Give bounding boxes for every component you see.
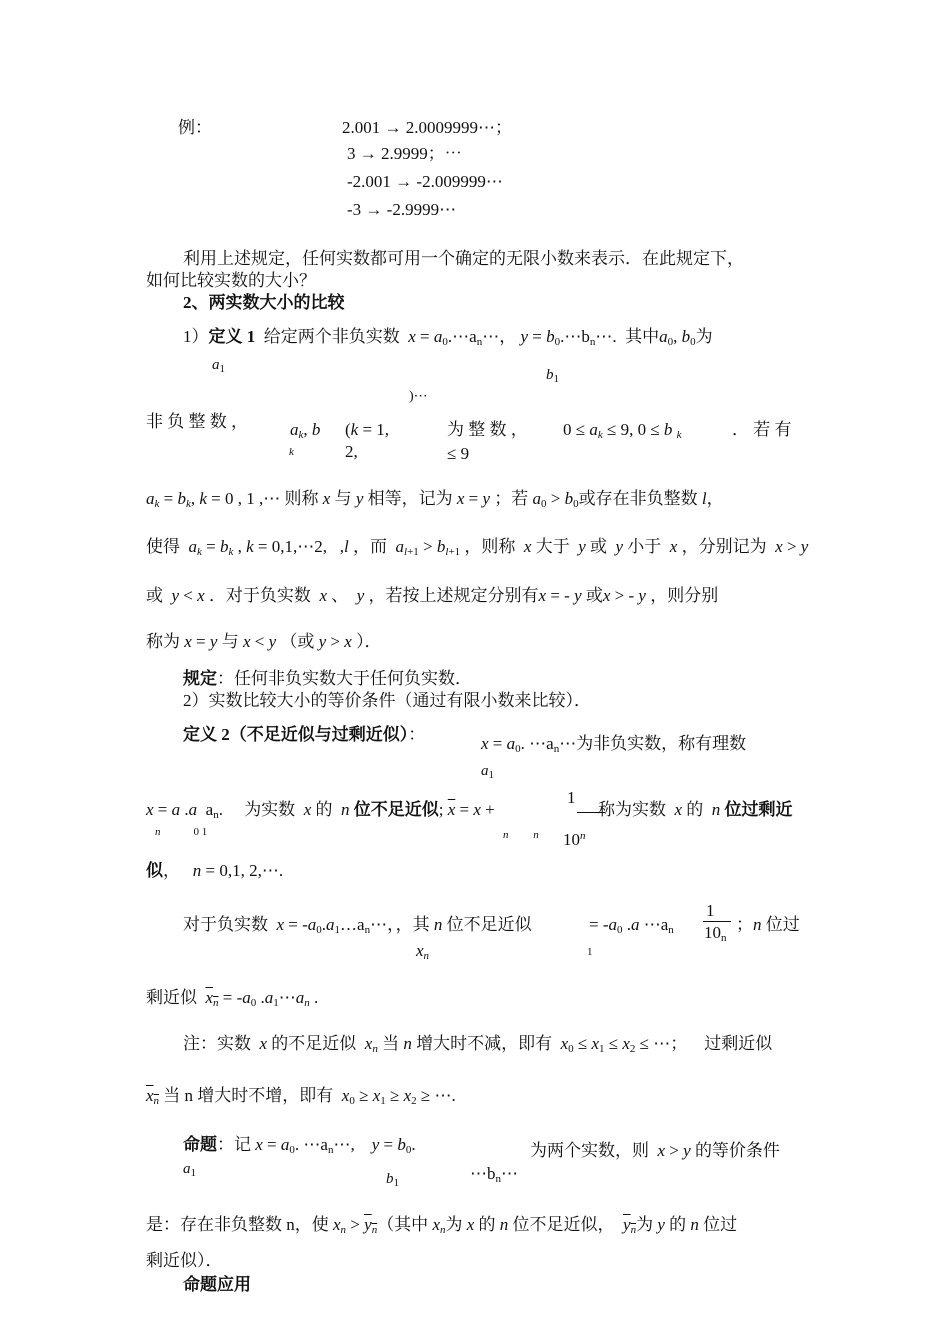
note-text2: 的不足近似 <box>271 1034 357 1053</box>
prop-label: 命题 <box>183 1135 217 1154</box>
prop-line-1b: 为两个实数，则 x > y 的等价条件 <box>530 1141 780 1160</box>
def1-text3: 为 <box>695 327 713 346</box>
def2-text9: ， <box>163 861 180 880</box>
def1-line4e: 或 <box>590 537 607 556</box>
note-text1: 注：实数 <box>183 1034 251 1053</box>
prop-a1: $a_1$ <box>183 1161 196 1179</box>
note-text6: 当 n 增大时不增，即有 <box>163 1086 334 1105</box>
def2-title: 定义 2（不足近似与过剩近似） <box>183 725 409 744</box>
def1-line6b: 与 <box>221 632 239 651</box>
def1-line3b: 与 <box>334 489 352 508</box>
def1-line4b: ，而 <box>353 537 387 556</box>
def1-bounds: $0 \le a_k \le 9$, 0 ≤ b $_k$ <box>563 420 682 441</box>
example-line-1: 2.001 → 2.0009999⋯； <box>342 118 512 137</box>
def1-num: 1） <box>183 327 209 346</box>
def1-ak-bk: $a_k$, b <box>290 420 321 441</box>
def1-line2a: 非 负 整 数 ， <box>146 412 248 431</box>
def2-line-2: x = a .a $a_n$. 为实数 x 的 n 位不足近似; $\overline{x} = x$ + <box>146 800 495 821</box>
def1-line5e: ，则分别 <box>650 586 719 605</box>
item-2: 2）实数比较大小的等价条件（通过有限小数来比较）． <box>183 691 591 710</box>
neg-sub1: 1 <box>587 946 593 958</box>
neg-text1: 对于负实数 <box>183 915 268 934</box>
rule-line <box>183 668 472 690</box>
rule-text: ：任何非负实数大于任何负实数． <box>217 669 472 688</box>
def2-frac-den: 10$^n$ <box>563 830 586 849</box>
prop-text10: 的 <box>669 1215 687 1234</box>
note-text4: 增大时不减，即有 <box>416 1034 553 1053</box>
prop-text9: 为 <box>636 1215 654 1234</box>
prop-text5: （其中 <box>377 1215 429 1234</box>
neg-text3: 位不足近似 <box>446 915 532 934</box>
def1-line5a: 或 <box>146 586 163 605</box>
def1-line-6: 称为 x = y 与 x < y （或 y > x ）． <box>146 632 382 651</box>
neg-approx: = $-a_0$ .a $\cdots a_n$ <box>589 915 674 936</box>
neg-xn: $x_n$ <box>416 941 430 962</box>
def1-line2b: 为 整 数 ， <box>447 420 528 439</box>
prop-text3: 的等价条件 <box>694 1141 780 1160</box>
def2-line-2b: 称为实数 x 的 n 位过剩近 <box>598 800 793 819</box>
def1-line-4: 使得 $a_k = b_k$ , k = 0,1,⋯2, ,l ，而 $a_{l+1} > b_{l+1}$ ，则称 x 大于 y 或 y 小于 x ，分别记为 x > y <box>146 537 809 558</box>
def2-text6: 的 <box>686 800 704 819</box>
def1-line3e: 或存在非负整数 <box>578 489 698 508</box>
def1-line-5: 或 y < x ．对于负实数 x 、 y ，若按上述规定分别有x = - y 或x > - y ，则分别 <box>146 586 719 605</box>
rule-label: 规定 <box>183 669 217 688</box>
def2-a1: $a_1$ <box>481 763 494 781</box>
def1-line5b: ．对于负实数 <box>208 586 311 605</box>
prop-text2: 为两个实数，则 <box>530 1141 649 1160</box>
def1-k-sub: k <box>289 446 294 458</box>
def1-le9: ≤ 9 <box>447 444 470 463</box>
def1-title: 定义 1 <box>208 327 256 346</box>
def2-text1: 为非负实数，称有理数 <box>576 734 747 753</box>
para-rule-line-1: 利用上述规定，任何实数都可用一个确定的无限小数来表示．在此规定下， <box>183 249 744 268</box>
neg-text6: 剩近似 <box>146 988 197 1007</box>
neg-text4: ； <box>736 915 753 934</box>
example-line-4: -3 → -2.9999⋯ <box>347 200 457 219</box>
prop-text4: 是：存在非负整数 n，使 <box>146 1215 329 1234</box>
def2-text3: 的 <box>315 800 333 819</box>
def2-text8: 似 <box>146 861 163 880</box>
def1-line4g: ，分别记为 <box>681 537 767 556</box>
example-line-2: 3 → 2.9999；⋯ <box>347 144 462 163</box>
def1-a1: $a_1$ <box>212 357 225 375</box>
def2-text7: 位过剩近 <box>724 800 793 819</box>
prop-b1: $b_1$ <box>386 1171 399 1189</box>
prop-text12: 剩近似）． <box>146 1251 223 1270</box>
def1-line6d: ）． <box>356 632 382 651</box>
section-2-title: 2、两实数大小的比较 <box>183 293 345 312</box>
prop-text1: ：记 <box>217 1135 251 1154</box>
neg-line-2: 剩近似 $x_n = -a_0$ $.a_1\cdots a_n$ . <box>146 988 319 1009</box>
def1-line5c: ，若按上述规定分别有 <box>368 586 539 605</box>
neg-text2: ，其 <box>395 915 430 934</box>
def1-line-1: 1）定义 1 给定两个非负实数 $x = a_0.\cdots a_n\cdots$， $y = b_0.\cdots b_n\cdots$. 其中$a_0$, $b_0$为 <box>183 327 713 348</box>
neg-line-1b: ；n 位过 <box>736 915 800 934</box>
def2-line-1 <box>183 724 425 746</box>
example-line-3: -2.001 → -2.009999⋯ <box>347 172 503 191</box>
def1-line6a: 称为 <box>146 632 180 651</box>
def1-line3d: ；若 <box>494 489 529 508</box>
def2-text5: 称为实数 <box>598 800 666 819</box>
prop-app-title: 命题应用 <box>183 1275 251 1294</box>
def1-k-range-2: 2, <box>345 442 358 461</box>
def1-k-range: (k = 1, <box>345 420 390 439</box>
def2-subs: n 0 1 <box>155 826 208 838</box>
example-label: 例： <box>178 118 212 137</box>
def1-line4c: ，则称 <box>464 537 516 556</box>
neg-text5: 位过 <box>765 915 800 934</box>
def1-text2: 其中 <box>625 327 660 346</box>
para-rule-line-2: 如何比较实数的大小？ <box>146 271 316 290</box>
neg-line-1: 对于负实数 $x = -a_0.a_1\dots a_n\cdots$，，其 n 位不足近似 <box>183 915 532 936</box>
def1-line3a: 则称 <box>284 489 319 508</box>
def1-ellipsis: )⋯ <box>409 389 428 404</box>
note-line-1: 注：实数 x 的不足近似 $x_n$ 当 n 增大时不减，即有 $x_0 \le x_1 \le x_2$ ≤ ⋯； 过剩近似 <box>183 1034 773 1055</box>
def2-n-subs: n n <box>503 829 539 841</box>
neg-frac-den: $10_n$ <box>704 923 727 944</box>
def2-colon: ： <box>408 725 426 744</box>
prop-text8: 位不足近似， <box>512 1215 615 1234</box>
prop-line-2: 是：存在非负整数 n，使 $x_n > y_n$（其中 $x_n$为 x 的 n 位不足近似， $y_n$为 y 的 n 位过 <box>146 1215 738 1236</box>
def1-line3c: 相等，记为 <box>367 489 453 508</box>
def2-line-3: 似， n = 0,1, 2,⋯. <box>146 861 284 880</box>
def2-text2: 为实数 <box>244 800 296 819</box>
def1-line-3: $a_k = b_k$, k = 0 , 1 ,⋯ 则称 x 与 y 相等，记为 x = y ；若 $a_0 > b_0$或存在非负整数 l， <box>146 489 724 510</box>
prop-text11: 位过 <box>703 1215 738 1234</box>
def1-line5d: 或 <box>585 586 603 605</box>
prop-text6: 为 <box>445 1215 463 1234</box>
def1-line2c: ． 若 有 <box>732 420 792 439</box>
prop-bn: $\cdots b_n\cdots$ <box>470 1164 518 1185</box>
def1-line4a: 使得 <box>146 537 180 556</box>
note-text3: 当 <box>382 1034 400 1053</box>
def1-b1: $b_1$ <box>546 367 559 385</box>
note-text5: 过剩近似 <box>704 1034 773 1053</box>
prop-text7: 的 <box>478 1215 496 1234</box>
def1-line4f: 小于 <box>627 537 662 556</box>
def1-line6c: （或 <box>280 632 315 651</box>
note-line-2: $x_n$ 当 n 增大时不增，即有 $x_0 \ge x_1 \ge x_2$ ≥ ⋯. <box>146 1086 456 1107</box>
def1-text1: 给定两个非负实数 <box>263 327 400 346</box>
def2-text4: 位不足近似 <box>353 800 439 819</box>
def1-line4d: 大于 <box>535 537 570 556</box>
neg-frac-num: 1 <box>706 901 715 920</box>
prop-line-1: 命题：记 $x = a_0$. $\cdots a_n\cdots$, $y = b_0$. <box>183 1135 416 1156</box>
def2-frac-num: 1 <box>567 788 576 807</box>
def2-x-def: $x = a_0$. $\cdots a_n\cdots$为非负实数，称有理数 <box>481 734 747 755</box>
